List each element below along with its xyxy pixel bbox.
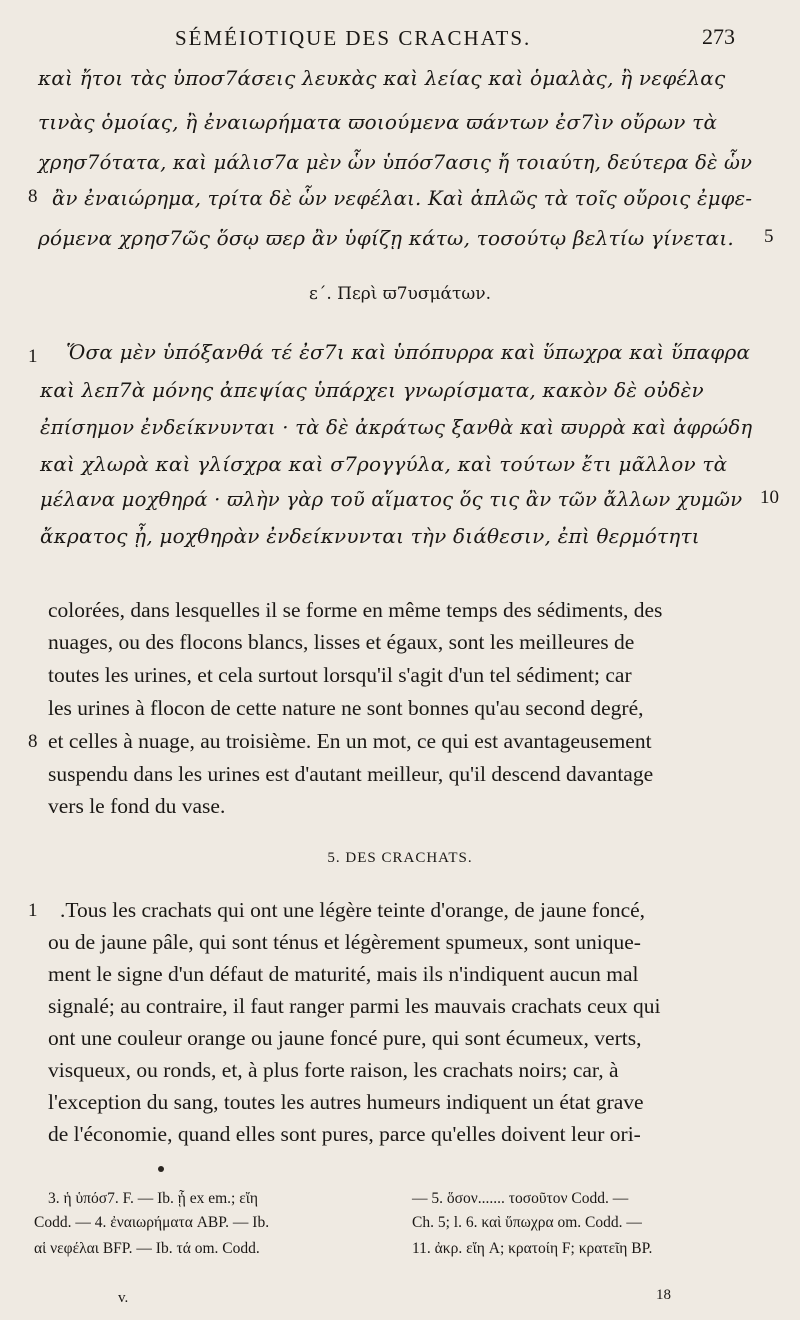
footnote-line: — 5. ὅσον....... τοσοῦτον Codd. — bbox=[412, 1190, 629, 1207]
line-number: 8 bbox=[28, 186, 38, 207]
signature-mark: v. bbox=[118, 1290, 129, 1306]
sheet-number: 18 bbox=[656, 1287, 671, 1303]
line-number: 1 bbox=[28, 900, 38, 921]
footnote-line: 3. ἡ ὑπόσ7. F. — Ib. ᾗ ex em.; εἴη bbox=[48, 1190, 259, 1207]
footnote-line: αἱ νεφέλαι BFP. — Ib. τά om. Codd. bbox=[34, 1240, 260, 1257]
footnote-line: Ch. 5; l. 6. καὶ ὕπωχρα om. Codd. — bbox=[412, 1214, 642, 1231]
line-number: 8 bbox=[28, 731, 38, 752]
line-number: 1 bbox=[28, 346, 38, 367]
line-number: 5 bbox=[764, 226, 774, 247]
french-section-heading: 5. DES CRACHATS. bbox=[327, 850, 473, 866]
page-number: 273 bbox=[702, 24, 735, 49]
footnote-line: Codd. — 4. ἐναιωρήματα ABP. — Ib. bbox=[34, 1214, 270, 1231]
running-title: SÉMÉIOTIQUE DES CRACHATS. bbox=[175, 26, 532, 50]
book-page: SÉMÉIOTIQUE DES CRACHATS. 273 καὶ ἤτοι τὰς ὑποσ7άσεις λευκὰς καὶ λείας καὶ ὁμαλὰς, ἢ νεφέλας τινὰς ὁμοίας, ἢ ἐναιωρήματα ϖοιούμενα ϖάντων ἐσ7ὶν οὔρων τὰ χρησ7ότατα, καὶ μάλισ7α μὲν ὧν ὑπόσ7ασις ἤ τοιαύτη, δεύτερα δὲ ὧν 8 ἂν ἐναιώρημα, τρίτα δὲ ὧν νεφέλαι. Καὶ ἁπλῶς τὰ τοῖς οὔροις ἐμφε- ρόμενα χρησ7ῶς ὅσῳ ϖερ ἂν ὑφίζῃ κάτω, τοσούτῳ βελτίω γίνεται. 5 ε΄. Περὶ ϖ7υσμάτων. 1 Ὅσα μὲν ὑπόξανθά τέ ἐσ7ι καὶ ὑπόπυρρα καὶ ὕπωχρα καὶ ὕπαφρα καὶ λεπ7ὰ μόνης ἀπεψίας ὑπάρχει γνωρίσματα, κακὸν δὲ οὐδὲν ἐπίσημον ἐνδείκνυνται · τὰ δὲ ἀκράτως ξανθὰ καὶ ϖυρρὰ καὶ ἀφρώδη καὶ χλωρὰ καὶ γλίσχρα καὶ σ7ρογγύλα, καὶ τούτων ἔτι μᾶλλον τὰ μέλανα μοχθηρά · ϖλὴν γὰρ τοῦ αἵματος ὅς τις ἂν τῶν ἄλλων χυμῶν 10 ἄκρατος ᾖ, μοχθηρὰν ἐνδείκνυνται τὴν διάθεσιν, ἐπὶ θερμότητι colorées, dans lesquelles il se forme en même temps des sédiments, des nuages, ou des flocons blancs, lisses et égaux, sont les meilleures de toutes les urines, et cela surtout lorsqu'il s'agit d'un tel sédiment; car les urines à flocon de cette nature ne sont bonnes qu'au second degré, 8 et celles à nuage, au troisième. En un mot, ce qui est avantageusement suspendu dans les urines est d'autant meilleur, qu'il descend davantage vers le fond du vase. 5. DES CRACHATS. 1 .Tous les crachats qui ont une légère teinte d'orange, de jaune foncé, ou de jaune pâle, qui sont ténus et légèrement spumeux, sont unique- ment le signe d'un défaut de maturité, mais ils n'indiquent aucun mal signalé; au contraire, il faut ranger parmi les mauvais crachats ceux qui ont une couleur orange ou jaune foncé pure, qui sont écumeux, verts, visqueux, ou ronds, et, à plus forte raison, les crachats noirs; car, à l'exception du sang, toutes les autres humeurs indiquent un état grave de l'économie, quand elles sont pures, parce qu'elles doivent leur ori- 3. ἡ ὑπόσ7. F. — Ib. ᾗ ex em.; εἴη Codd. — 4. ἐναιωρήματα ABP. — Ib. αἱ νεφέλαι BFP. — Ib. τά om. Codd. — 5. ὅσον....... τοσοῦτον Codd. — Ch. 5; l. 6. καὶ ὕπωχρα om. Codd. — 11. ἀκρ. εἴη A; κρατοίη F; κρατεῖη BP. v. 18 bbox=[0, 0, 800, 1320]
footnote-line: 11. ἀκρ. εἴη A; κρατοίη F; κρατεῖη BP. bbox=[412, 1240, 653, 1257]
line-number: 10 bbox=[760, 487, 779, 508]
running-header bbox=[0, 20, 800, 50]
footnote-marker bbox=[158, 1166, 164, 1172]
greek-section-heading: ε΄. Περὶ ϖ7υσμάτων. bbox=[309, 284, 491, 304]
